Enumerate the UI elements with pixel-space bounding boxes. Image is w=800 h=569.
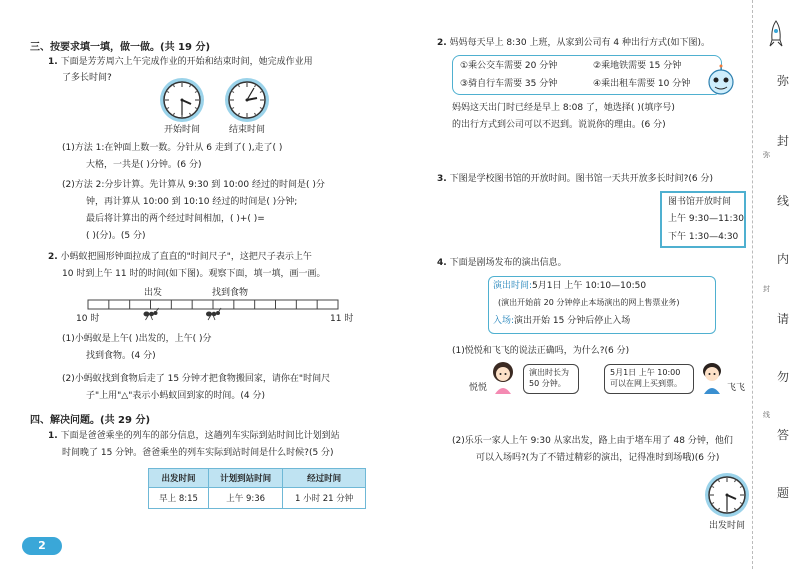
- binding-margin: [752, 0, 800, 569]
- show-time-line: [493, 281, 646, 292]
- clock-start-icon: [162, 80, 202, 120]
- q1-line1: 下面是芳芳周六上午完成作业的开始和结束时间，她完成作业用: [60, 57, 313, 67]
- q2-sub2-line2: 子"上用"△"表示小蚂蚁回到家的时间。(4 分): [86, 391, 265, 401]
- ant-part: [212, 312, 217, 316]
- r-q4-sub1: (1)悦悦和飞飞的说法正确吗，为什么?(6 分): [452, 346, 630, 356]
- binding-char: 内: [777, 252, 790, 266]
- clock-end-label: 结束时间: [229, 125, 266, 135]
- binding-small-char: 封: [763, 285, 770, 293]
- table-header: 经过时间: [283, 469, 366, 488]
- feifei-name: 飞飞: [727, 383, 746, 393]
- travel-option-3: ③骑自行车需要 35 分钟: [460, 79, 558, 89]
- q1-method2-line4: ( )(分)。(5 分): [86, 231, 146, 241]
- q2-number: 2.: [48, 252, 58, 262]
- r-q3-line1: 下图是学校图书馆的开放时间。图书馆一天共开放多长时间?(6 分): [449, 174, 713, 184]
- q1-method1-line1: (1)方法 1:在钟面上数一数。分针从 6 走到了( ),走了( ): [62, 143, 283, 153]
- yueyue-avatar-icon: [490, 360, 516, 394]
- r-q2-line2: 妈妈这天出门时已经是早上 8:08 了，她选择( )(填序号): [452, 103, 675, 113]
- ruler-label-depart: 出发: [144, 288, 163, 298]
- ruler-label-food: 找到食物: [212, 288, 249, 298]
- section-3-title: 三、按要求填一填，做一做。(共 19 分): [30, 42, 211, 53]
- q1-method2-line2: 钟，再计算从 10:00 到 10:10 经过的时间是( )分钟;: [86, 197, 298, 207]
- r-q2-text-line1: [437, 38, 710, 49]
- yueyue-speech-bubble: 演出时长为 50 分钟。: [523, 364, 579, 394]
- table-header: 出发时间: [149, 469, 209, 488]
- r-q2-line1: 妈妈每天早上 8:30 上班，从家到公司有 4 种出行方式(如下图)。: [449, 38, 710, 48]
- show-note: (演出开始前 20 分钟停止本场演出的网上售票业务): [498, 298, 680, 307]
- page-number-badge: 2: [22, 537, 62, 555]
- ant-part: [216, 311, 220, 315]
- table-header-row: [149, 469, 366, 488]
- q1-method2-line1: (2)方法 2:分步计算。先计算从 9:30 到 10:00 经过的时间是( )分: [62, 180, 325, 190]
- ruler-start-label: 10 时: [76, 314, 100, 324]
- q1-text-line2: 了多长时间?: [62, 73, 112, 83]
- library-hours-am: 上午 9:30—11:30: [668, 214, 745, 224]
- r-q2-line3: 的出行方式到公司可以不迟到。说说你的理由。(6 分): [452, 120, 666, 130]
- q2-sub1-line1: (1)小蚂蚁是上午( )出发的，上午( )分: [62, 334, 212, 344]
- ant-part: [149, 312, 154, 316]
- binding-char: 请: [777, 312, 790, 326]
- ant-food-icon: [206, 308, 221, 320]
- depart-clock-icon: [707, 475, 747, 515]
- binding-char: 题: [777, 486, 790, 500]
- depart-clock-label: 出发时间: [709, 521, 746, 531]
- q2-line1: 小蚂蚁把圆形钟面拉成了直直的"时间尺子"，这把尺子表示上午: [60, 252, 312, 262]
- rocket-icon: [769, 20, 783, 50]
- q2-text-line2: 10 时到上午 11 时的时间(如下图)。观察下面，填一填，画一画。: [62, 269, 326, 279]
- q1-text-line1: [48, 57, 313, 68]
- s4-q1-text-line2: 时间晚了 15 分钟。爸爸乘坐的列车实际到站时间是什么时候?(5 分): [62, 448, 334, 458]
- travel-option-4: ④乘出租车需要 10 分钟: [593, 79, 691, 89]
- s4-q1-number: 1.: [48, 431, 58, 441]
- ruler-end-label: 11 时: [330, 314, 354, 324]
- section-4-title: 四、解决问题。(共 29 分): [30, 415, 151, 426]
- q2-sub2-line1: (2)小蚂蚁找到食物后走了 15 分钟才把食物搬回家，请你在"时间尺: [62, 374, 331, 384]
- r-q4-number: 4.: [437, 258, 447, 268]
- r-q4-sub2-line1: (2)乐乐一家人上午 9:30 从家出发，路上由于堵车用了 48 分钟，他们: [452, 436, 733, 446]
- clock-end-icon: [227, 80, 267, 120]
- ant-part: [154, 311, 158, 315]
- r-q2-number: 2.: [437, 38, 447, 48]
- train-info-table: [148, 468, 366, 509]
- q1-method1-line2: 大格，一共是( )分钟。(6 分): [86, 160, 202, 170]
- s4-q1-text-line1: [48, 431, 340, 442]
- clock-start-label: 开始时间: [164, 125, 201, 135]
- enter-value: 演出开始 15 分钟后停止入场: [514, 316, 631, 326]
- binding-char: 封: [777, 134, 790, 148]
- table-cell: 1 小时 21 分钟: [283, 488, 366, 509]
- binding-char: 答: [777, 428, 790, 442]
- binding-small-char: 弥: [763, 151, 770, 159]
- binding-small-char: 线: [763, 411, 770, 419]
- travel-option-2: ②乘地铁需要 15 分钟: [593, 61, 682, 71]
- show-time-label: 演出时间:: [493, 281, 533, 291]
- s4-q1-line1: 下面是爸爸乘坐的列车的部分信息，这趟列车实际到站时间比计划到站: [60, 431, 340, 441]
- ant-part: [144, 312, 150, 317]
- binding-char: 勿: [777, 370, 790, 384]
- show-time-value: 5月1日 上午 10:10—10:50: [532, 281, 647, 291]
- feifei-avatar-icon: [699, 360, 725, 394]
- q1-number: 1.: [48, 57, 58, 67]
- q2-sub1-line2: 找到食物。(4 分): [86, 351, 156, 361]
- r-q4-text-line1: [437, 258, 567, 269]
- library-hours-title: 图书馆开放时间: [668, 197, 732, 207]
- enter-line: [493, 316, 630, 327]
- enter-label: 入场:: [493, 316, 515, 326]
- table-cell: 早上 8:15: [149, 488, 209, 509]
- library-hours-pm: 下午 1:30—4:30: [668, 232, 739, 242]
- table-cell: 上午 9:36: [209, 488, 283, 509]
- robot-mascot-icon: [703, 64, 739, 98]
- r-q3-number: 3.: [437, 174, 447, 184]
- r-q4-line1: 下面是剧场发布的演出信息。: [449, 258, 567, 268]
- binding-char: 线: [777, 194, 790, 208]
- ant-depart-icon: [144, 308, 159, 320]
- table-row: [149, 488, 366, 509]
- table-header: 计划到站时间: [209, 469, 283, 488]
- yueyue-name: 悦悦: [469, 383, 488, 393]
- travel-option-1: ①乘公交车需要 20 分钟: [460, 61, 558, 71]
- q1-method2-line3: 最后将计算出的两个经过时间相加，( )+( )=: [86, 214, 265, 224]
- q2-text-line1: [48, 252, 312, 263]
- binding-char: 弥: [777, 74, 790, 88]
- r-q3-text-line1: [437, 174, 713, 185]
- feifei-speech-bubble: 5月1日 上午 10:00 可以在网上买到票。: [604, 364, 694, 394]
- time-ruler: [85, 298, 345, 332]
- ant-part: [206, 312, 212, 317]
- r-q4-sub2-line2: 可以入场吗?(为了不错过精彩的演出，记得准时到场哦)(6 分): [476, 453, 720, 463]
